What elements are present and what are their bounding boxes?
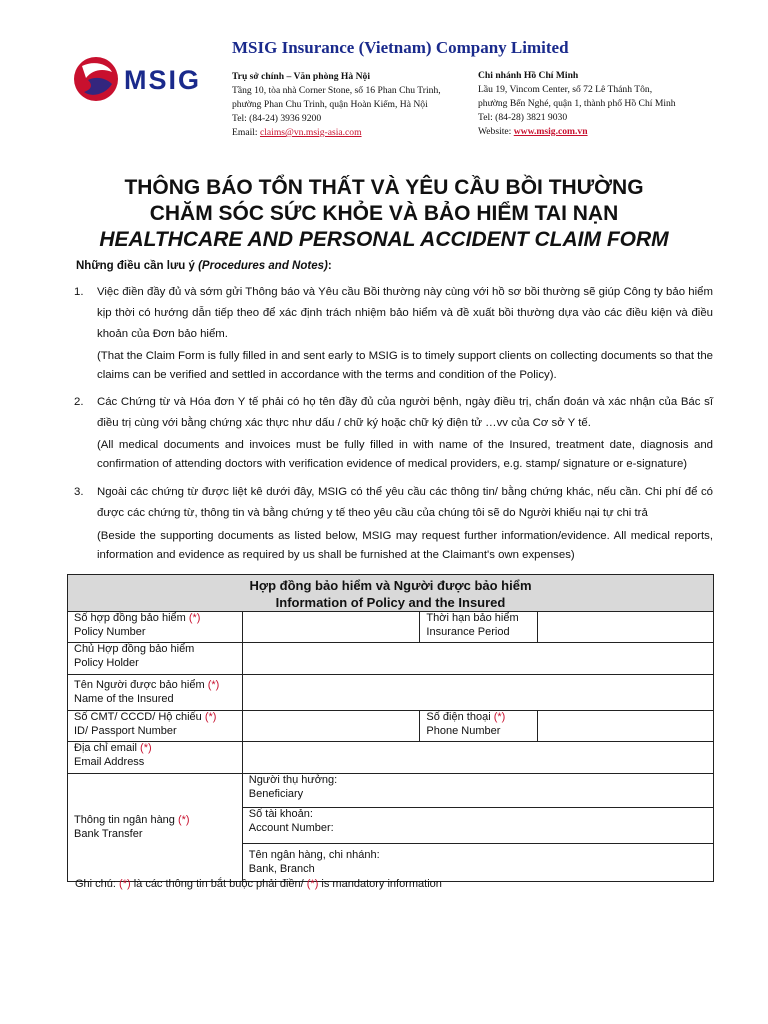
policy-holder-label-vi: Chủ Hợp đồng bảo hiểm (74, 643, 195, 655)
phone-label-vi: Số điện thoại (426, 711, 494, 723)
hanoi-tel: Tel: (84-24) 3936 9200 (232, 113, 322, 124)
beneficiary-label-en: Beneficiary (248, 787, 304, 800)
note-3-vi: Ngoài các chứng từ được liệt kê dưới đây, MSIG có thể yêu cầu các thông tin/ bằng chứng khác, nếu cần. Chi phí để có được các chứng từ, thông tin và bằng chứng y tế theo yêu cầu của chúng tôi sẽ do Người khiếu nại tự chi trả (97, 486, 713, 519)
insured-name-label (68, 675, 243, 711)
footnote-prefix: Ghi chú: (75, 878, 120, 890)
website-link[interactable]: www.msig.com.vn (513, 126, 588, 137)
policy-holder-field[interactable] (242, 643, 713, 675)
company-name: MSIG Insurance (Vietnam) Company Limited (232, 38, 569, 57)
insured-name-field[interactable] (242, 675, 713, 711)
policy-number-label-vi: Số hợp đồng bảo hiểm (74, 612, 189, 624)
hcm-office-title: Chi nhánh Hồ Chí Minh (478, 70, 579, 81)
logo-text: MSIG (124, 65, 202, 95)
table-header-en: Information of Policy and the Insured (275, 594, 506, 610)
policy-info-table (67, 574, 714, 882)
title-vi-line1: THÔNG BÁO TỔN THẤT VÀ YÊU CẦU BỒI THƯỜNG (124, 176, 644, 199)
phone-label-en: Phone Number (426, 724, 501, 737)
email-label-vi: Địa chỉ email (74, 742, 141, 754)
title-en: HEALTHCARE AND PERSONAL ACCIDENT CLAIM FORM (99, 228, 669, 251)
hanoi-office-title: Trụ sở chính – Văn phòng Hà Nội (232, 71, 370, 82)
notes-heading-vi: Những điều cần lưu ý (76, 260, 199, 272)
id-passport-label (68, 711, 243, 742)
hcm-address-line1: Lầu 19, Vincom Center, số 72 Lê Thánh Tôn, (478, 84, 653, 95)
email-label-en: Email Address (74, 755, 145, 768)
note-1-en: (That the Claim Form is fully filled in and sent early to MSIG is to timely support clients on collecting documents so that the claims can be verified and settled in accordance with the terms and condition of the Policy). (97, 350, 713, 381)
insurance-period-label-en: Insurance Period (426, 625, 510, 638)
email-label-cell (68, 742, 243, 774)
beneficiary-label-vi: Người thụ hưởng: (248, 774, 338, 786)
hanoi-email-row (232, 126, 441, 140)
policy-number-field[interactable] (242, 612, 420, 643)
beneficiary-field[interactable] (242, 774, 713, 808)
bank-branch-label-en: Bank, Branch (248, 862, 315, 875)
phone-field[interactable] (538, 711, 714, 742)
note-1-number: 1. (74, 286, 84, 298)
id-passport-field[interactable] (242, 711, 420, 742)
policy-number-label (68, 612, 243, 643)
note-1-vi: Việc điền đầy đủ và sớm gửi Thông báo và Yêu cầu Bồi thường này cùng với hồ sơ bồi thường sẽ giúp Công ty bảo hiểm kịp thời có hướng dẫn tiếp theo để xác định trách nhiệm bảo hiểm và đề xuất bồi thường dựa vào các điều kiện và điều khoản của Đơn bảo hiểm. (97, 286, 713, 340)
insured-name-label-en: Name of the Insured (74, 692, 174, 705)
required-marker: (*) (207, 679, 220, 691)
insurance-period-label (420, 612, 538, 643)
hanoi-office (232, 70, 441, 140)
insured-name-label-vi: Tên Người được bảo hiểm (74, 679, 208, 691)
hcm-office (478, 69, 676, 139)
notes-heading (76, 260, 332, 272)
msig-logo (72, 54, 222, 104)
account-number-field[interactable] (242, 808, 713, 844)
website-label: Website: (478, 126, 514, 137)
note-3-en: (Beside the supporting documents as listed below, MSIG may request further information/evidence. All medical reports, information and evidence as required by us shall be furnished at the Claimant's own expenses) (97, 530, 713, 561)
note-2-number: 2. (74, 396, 84, 408)
notes-heading-en: (Procedures and Notes) (198, 260, 328, 272)
id-passport-label-en: ID/ Passport Number (74, 724, 177, 737)
required-marker: (*) (493, 711, 506, 723)
hcm-address-line2: phường Bến Nghé, quận 1, thành phố Hồ Chí Minh (478, 98, 676, 109)
hanoi-address-line1: Tầng 10, tòa nhà Corner Stone, số 16 Phan Chu Trinh, (232, 85, 441, 96)
required-marker: (*) (204, 711, 217, 723)
id-passport-label-vi: Số CMT/ CCCD/ Hộ chiếu (74, 711, 205, 723)
footnote-mid: là các thông tin bắt buộc phải điền/ (130, 878, 307, 890)
title-vi-line2: CHĂM SÓC SỨC KHỎE VÀ BẢO HIỂM TAI NẠN (149, 202, 619, 225)
bank-branch-label-vi: Tên ngân hàng, chi nhánh: (248, 849, 380, 861)
required-marker: (*) (177, 814, 190, 826)
note-2-en: (All medical documents and invoices must be fully filled in with name of the Insured, treatment date, diagnosis and confirmation of attending doctors with verification evidence of medical providers, e.g. stamp/ signature or e-signature) (97, 439, 713, 470)
footnote-suffix: is mandatory information (318, 878, 442, 890)
bank-transfer-label-vi: Thông tin ngân hàng (74, 814, 178, 826)
bank-branch-field[interactable] (242, 844, 713, 882)
table-header-vi: Hợp đồng bảo hiểm và Người được bảo hiểm (249, 577, 532, 593)
required-marker: (*) (119, 878, 131, 890)
required-marker: (*) (140, 742, 152, 754)
policy-holder-label-en: Policy Holder (74, 656, 139, 669)
hcm-website-row (478, 125, 676, 139)
bank-transfer-label (68, 774, 243, 882)
notes-heading-colon: : (327, 260, 332, 272)
policy-holder-label (68, 643, 243, 675)
claims-email-link[interactable]: claims@vn.msig-asia.com (259, 127, 362, 138)
email-label: Email: (232, 127, 260, 138)
insurance-period-label-vi: Thời hạn bảo hiểm (426, 612, 519, 624)
hcm-tel: Tel: (84-28) 3821 9030 (478, 112, 568, 123)
hanoi-address-line2: phường Phan Chu Trinh, quận Hoàn Kiếm, Hà Nội (232, 99, 428, 110)
required-marker: (*) (188, 612, 201, 624)
account-number-label-en: Account Number: (248, 821, 334, 834)
bank-transfer-label-en: Bank Transfer (74, 827, 143, 840)
required-marker: (*) (306, 878, 319, 890)
table-header (68, 575, 714, 612)
note-2-vi: Các Chứng từ và Hóa đơn Y tế phải có họ tên đầy đủ của người bệnh, ngày điều trị, chẩn đoán và xác nhận của Bác sĩ điều trị cùng với bằng chứng xác thực như dấu / chữ ký hoặc chữ ký điện tử …vv của Cơ sở Y tế. (97, 396, 713, 429)
policy-number-label-en: Policy Number (74, 625, 146, 638)
phone-label (420, 711, 538, 742)
account-number-label-vi: Số tài khoản: (248, 808, 313, 820)
insurance-period-field[interactable] (538, 612, 714, 643)
mandatory-footnote (75, 878, 442, 890)
note-3-number: 3. (74, 486, 84, 498)
email-field[interactable] (242, 742, 713, 774)
